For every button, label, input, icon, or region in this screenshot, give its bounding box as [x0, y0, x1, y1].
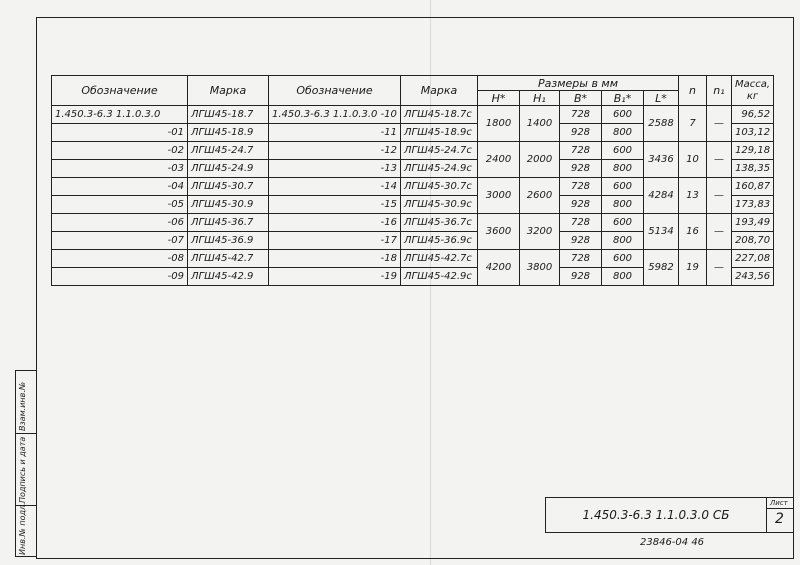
cell-B: 928 [560, 160, 602, 178]
cell-n1: — [707, 214, 732, 250]
cell-mark: ЛГШ45-36.9 [188, 232, 269, 250]
cell-L: 4284 [644, 178, 679, 214]
cell-B1: 600 [602, 178, 644, 196]
cell-n: 7 [679, 106, 707, 142]
header-n1: n₁ [707, 76, 732, 106]
cell-designation-2: -14 [269, 178, 401, 196]
header-B1: B₁* [602, 91, 644, 106]
cell-B: 728 [560, 106, 602, 124]
cell-H: 3000 [478, 178, 520, 214]
table-row [52, 214, 774, 232]
side-stamp-strip [15, 370, 37, 557]
cell-mark-2: ЛГШ45-42.9с [401, 268, 478, 286]
side-label-replacement: Взам.инв.№ [18, 381, 27, 431]
cell-B1: 800 [602, 196, 644, 214]
sheet-label: Лист [770, 499, 788, 507]
cell-mass: 96,52 [732, 106, 774, 124]
cell-mass: 138,35 [732, 160, 774, 178]
sheet-divider [767, 508, 793, 509]
cell-mark: ЛГШ45-18.7 [188, 106, 269, 124]
cell-n1: — [707, 106, 732, 142]
cell-mark-2: ЛГШ45-36.9с [401, 232, 478, 250]
side-cell-replacement [16, 371, 37, 434]
header-mark: Марка [188, 76, 269, 106]
cell-B1: 600 [602, 250, 644, 268]
table-body [52, 106, 774, 286]
side-label-inventory: Инв.№ подл. [18, 502, 27, 555]
cell-mass: 129,18 [732, 142, 774, 160]
cell-L: 5982 [644, 250, 679, 286]
header-L: L* [644, 91, 679, 106]
cell-designation: -04 [52, 178, 188, 196]
cell-designation: -07 [52, 232, 188, 250]
cell-designation: 1.450.3-6.3 1.1.0.3.0 [52, 106, 188, 124]
cell-designation: -02 [52, 142, 188, 160]
cell-L: 3436 [644, 142, 679, 178]
table-row [52, 178, 774, 196]
cell-L: 2588 [644, 106, 679, 142]
side-label-signature: Подпись и дата [18, 436, 27, 503]
cell-B1: 800 [602, 232, 644, 250]
cell-designation: -03 [52, 160, 188, 178]
cell-B1: 800 [602, 268, 644, 286]
cell-designation-2: -12 [269, 142, 401, 160]
title-block-designation: 1.450.3-6.3 1.1.0.3.0 СБ [545, 497, 767, 533]
cell-B: 728 [560, 250, 602, 268]
cell-B1: 600 [602, 106, 644, 124]
cell-mark: ЛГШ45-36.7 [188, 214, 269, 232]
cell-B1: 600 [602, 214, 644, 232]
cell-H: 4200 [478, 250, 520, 286]
cell-mark: ЛГШ45-30.9 [188, 196, 269, 214]
side-cell-inventory [16, 502, 37, 557]
cell-L: 5134 [644, 214, 679, 250]
cell-mark: ЛГШ45-24.9 [188, 160, 269, 178]
cell-mark-2: ЛГШ45-18.7с [401, 106, 478, 124]
cell-mass: 103,12 [732, 124, 774, 142]
table-row [52, 106, 774, 124]
cell-designation-2: -15 [269, 196, 401, 214]
cell-mark: ЛГШ45-18.9 [188, 124, 269, 142]
cell-mark: ЛГШ45-42.7 [188, 250, 269, 268]
header-designation-2: Обозначение [269, 76, 401, 106]
cell-n: 13 [679, 178, 707, 214]
cell-mark-2: ЛГШ45-18.9с [401, 124, 478, 142]
cell-B: 928 [560, 196, 602, 214]
cell-n: 16 [679, 214, 707, 250]
cell-designation-2: 1.450.3-6.3 1.1.0.3.0 -10 [269, 106, 401, 124]
header-mass-label: Масса, [735, 78, 771, 90]
cell-mass: 227,08 [732, 250, 774, 268]
archive-number: 23846-04 46 [640, 537, 705, 548]
cell-n: 10 [679, 142, 707, 178]
cell-mark: ЛГШ45-24.7 [188, 142, 269, 160]
cell-n1: — [707, 178, 732, 214]
header-sizes: Размеры в мм [478, 76, 679, 91]
cell-designation-2: -16 [269, 214, 401, 232]
cell-mark-2: ЛГШ45-24.7с [401, 142, 478, 160]
cell-B1: 800 [602, 124, 644, 142]
title-block [545, 497, 794, 559]
cell-B: 728 [560, 142, 602, 160]
cell-mark-2: ЛГШ45-30.9с [401, 196, 478, 214]
cell-B1: 800 [602, 160, 644, 178]
cell-mark-2: ЛГШ45-42.7с [401, 250, 478, 268]
cell-B: 928 [560, 124, 602, 142]
cell-B: 928 [560, 268, 602, 286]
cell-designation: -01 [52, 124, 188, 142]
cell-H1: 1400 [520, 106, 560, 142]
cell-H1: 2600 [520, 178, 560, 214]
cell-designation-2: -17 [269, 232, 401, 250]
header-mass [732, 76, 774, 106]
cell-B1: 600 [602, 142, 644, 160]
cell-H1: 2000 [520, 142, 560, 178]
cell-H1: 3200 [520, 214, 560, 250]
side-cell-signature [16, 434, 37, 506]
cell-mass: 160,87 [732, 178, 774, 196]
cell-mass: 193,49 [732, 214, 774, 232]
cell-H1: 3800 [520, 250, 560, 286]
cell-designation: -05 [52, 196, 188, 214]
cell-designation: -09 [52, 268, 188, 286]
cell-H: 2400 [478, 142, 520, 178]
cell-B: 728 [560, 178, 602, 196]
cell-designation: -08 [52, 250, 188, 268]
sheet-number: 2 [775, 511, 784, 527]
cell-B: 928 [560, 232, 602, 250]
cell-mark-2: ЛГШ45-24.9с [401, 160, 478, 178]
cell-H: 3600 [478, 214, 520, 250]
header-mark-2: Марка [401, 76, 478, 106]
cell-B: 728 [560, 214, 602, 232]
header-designation: Обозначение [52, 76, 188, 106]
cell-designation-2: -11 [269, 124, 401, 142]
title-block-sheet [767, 497, 794, 533]
cell-designation: -06 [52, 214, 188, 232]
header-H1: H₁ [520, 91, 560, 106]
cell-n1: — [707, 142, 732, 178]
table-row [52, 142, 774, 160]
cell-H: 1800 [478, 106, 520, 142]
header-B: B* [560, 91, 602, 106]
header-H: H* [478, 91, 520, 106]
cell-designation-2: -18 [269, 250, 401, 268]
table-row [52, 250, 774, 268]
header-n: n [679, 76, 707, 106]
cell-mass: 173,83 [732, 196, 774, 214]
cell-mark-2: ЛГШ45-30.7с [401, 178, 478, 196]
cell-n: 19 [679, 250, 707, 286]
cell-mark-2: ЛГШ45-36.7с [401, 214, 478, 232]
specification-table [51, 75, 774, 286]
cell-mark: ЛГШ45-42.9 [188, 268, 269, 286]
header-mass-unit: кг [746, 90, 759, 102]
cell-mark: ЛГШ45-30.7 [188, 178, 269, 196]
cell-designation-2: -19 [269, 268, 401, 286]
cell-mass: 208,70 [732, 232, 774, 250]
cell-mass: 243,56 [732, 268, 774, 286]
cell-designation-2: -13 [269, 160, 401, 178]
cell-n1: — [707, 250, 732, 286]
